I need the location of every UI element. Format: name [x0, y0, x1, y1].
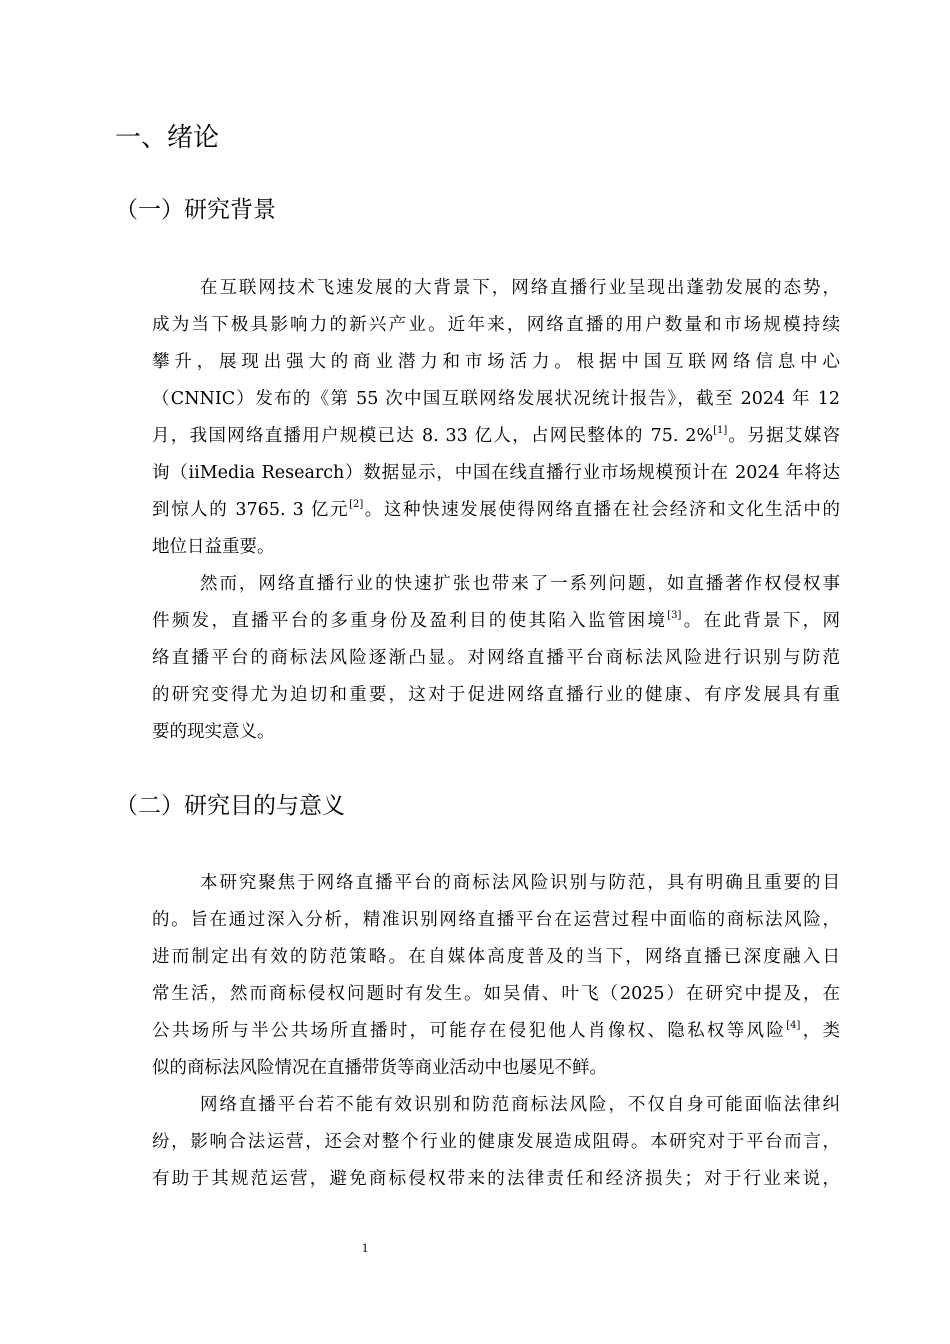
- citation-marker: [2]: [349, 499, 364, 510]
- line-text: 网络直播平台若不能有效识别和防范商标法风险，不仅自身可能面临法律纠: [200, 1095, 840, 1115]
- paragraph-line: [152, 603, 840, 639]
- citation-marker: [1]: [713, 425, 728, 436]
- line-text: 。另据艾媒咨: [727, 426, 841, 446]
- line-text: 常生活，然而商标侵权问题时有发生。如吴倩、叶飞（2025）在研究中提及，在: [152, 984, 840, 1004]
- line-text: 月，我国网络直播用户规模已达 8. 33 亿人，占网民整体的 75. 2%: [152, 426, 714, 446]
- paragraph-line: [152, 418, 840, 454]
- paragraph-line: [152, 566, 840, 602]
- section-heading-purpose: （二）研究目的与意义: [115, 793, 345, 819]
- citation-marker: [4]: [786, 1020, 801, 1031]
- line-text: 询（iiMedia Research）数据显示，中国在线直播行业市场规模预计在 2024 年将达: [152, 463, 840, 483]
- paragraph-line: [152, 939, 840, 975]
- paragraph-line: [152, 1087, 840, 1123]
- paragraph-line: [152, 381, 840, 417]
- line-text: 要的现实意义。: [152, 722, 275, 742]
- line-text: 攀升，展现出强大的商业潜力和市场活力。根据中国互联网络信息中心: [152, 352, 840, 372]
- line-text: 的。旨在通过深入分析，精准识别网络直播平台在运营过程中面临的商标法风险，: [152, 910, 840, 930]
- paragraph-line: [152, 1013, 840, 1049]
- line-text: 本研究聚焦于网络直播平台的商标法风险识别与防范，具有明确且重要的目: [200, 873, 840, 893]
- paragraph-line: [152, 1050, 840, 1086]
- paragraph-line: [152, 307, 840, 343]
- line-text: 在互联网技术飞速发展的大背景下，网络直播行业呈现出蓬勃发展的态势，: [200, 278, 840, 298]
- line-text: 的研究变得尤为迫切和重要，这对于促进网络直播行业的健康、有序发展具有重: [152, 685, 840, 705]
- paragraph-line: [152, 976, 840, 1012]
- paragraph-line: [152, 1161, 840, 1197]
- paragraph-line: [152, 640, 840, 676]
- paragraph-line: [152, 492, 840, 528]
- line-text: 到惊人的 3765. 3 亿元: [152, 500, 350, 520]
- line-text: ，类: [800, 1021, 841, 1041]
- section-heading-background: （一）研究背景: [115, 197, 276, 223]
- citation-marker: [3]: [667, 610, 682, 621]
- line-text: 络直播平台的商标法风险逐渐凸显。对网络直播平台商标法风险进行识别与防范: [152, 648, 840, 668]
- line-text: 公共场所与半公共场所直播时，可能存在侵犯他人肖像权、隐私权等风险: [152, 1021, 787, 1041]
- paragraph-line: [152, 270, 840, 306]
- line-text: 。在此背景下，网: [681, 611, 841, 631]
- paragraph-line: [152, 865, 840, 901]
- line-text: 纷，影响合法运营，还会对整个行业的健康发展造成阻碍。本研究对于平台而言，: [152, 1132, 840, 1152]
- paragraph-line: [152, 902, 840, 938]
- line-text: 进而制定出有效的防范策略。在自媒体高度普及的当下，网络直播已深度融入日: [152, 947, 840, 967]
- paragraph-line: [152, 344, 840, 380]
- paragraph-line: [152, 1124, 840, 1160]
- line-text: 似的商标法风险情况在直播带货等商业活动中也屡见不鲜。: [152, 1058, 607, 1078]
- line-text: 成为当下极具影响力的新兴产业。近年来，网络直播的用户数量和市场规模持续: [152, 315, 840, 335]
- line-text: 地位日益重要。: [152, 537, 275, 557]
- paragraph-line: [152, 714, 840, 750]
- page-number: 1: [361, 1240, 369, 1255]
- paragraph-line: [152, 455, 840, 491]
- line-text: 然而，网络直播行业的快速扩张也带来了一系列问题，如直播著作权侵权事: [200, 574, 840, 594]
- line-text: 。这种快速发展使得网络直播在社会经济和文化生活中的: [363, 500, 841, 520]
- chapter-heading: 一、绪论: [115, 123, 220, 153]
- line-text: （CNNIC）发布的《第 55 次中国互联网络发展状况统计报告》，截至 2024 年 12: [152, 389, 840, 409]
- line-text: 有助于其规范运营，避免商标侵权带来的法律责任和经济损失；对于行业来说，: [152, 1169, 840, 1189]
- line-text: 件频发，直播平台的多重身份及盈利目的使其陷入监管困境: [152, 611, 668, 631]
- paragraph-line: [152, 677, 840, 713]
- paragraph-line: [152, 529, 840, 565]
